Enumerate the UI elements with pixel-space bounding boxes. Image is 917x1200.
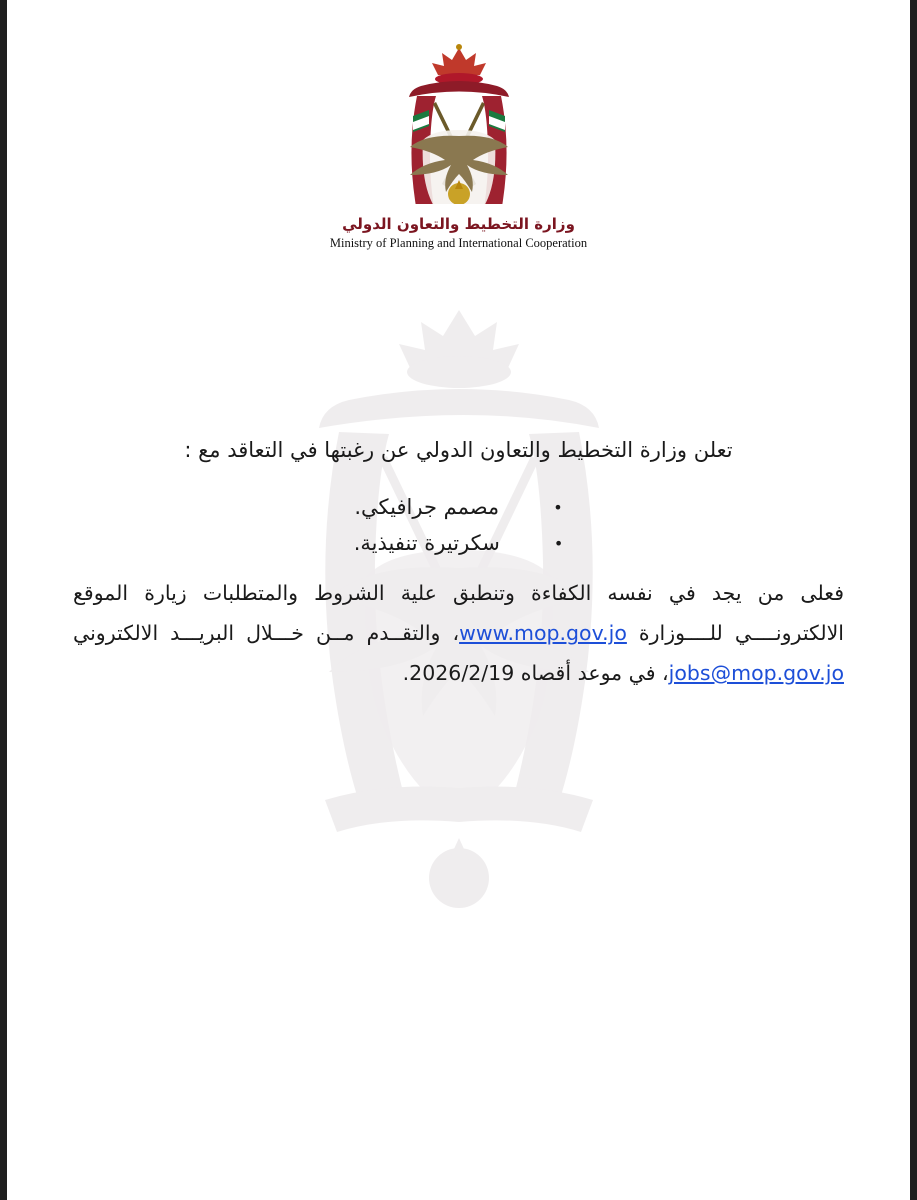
- roles-list: [73, 489, 844, 563]
- ministry-website-link[interactable]: www.mop.gov.jo: [459, 621, 627, 646]
- paragraph-end-period: .: [402, 661, 410, 686]
- document-header: [7, 0, 910, 251]
- ministry-name-english: Ministry of Planning and International Cooperation: [329, 236, 588, 250]
- instructions-text-part3: ، في موعد أقصاه: [514, 661, 669, 686]
- page-sheet: [7, 0, 910, 1200]
- jordan-coat-of-arms-icon: [389, 44, 529, 204]
- bullet-icon: •: [553, 534, 564, 554]
- instructions-text-part1: فعلى من يجد في نفسه الكفاءة وتنطبق علية الشروط والمتطلبات زيارة الموقع الالكترونــــي للــــوزارة: [73, 581, 844, 646]
- application-deadline: 2026/2/19: [409, 661, 515, 686]
- instructions-text-part2: ، والتقــدم مــن خـــلال البريـــد الالكتروني: [73, 621, 460, 646]
- role-label: سكرتيرة تنفيذية.: [353, 531, 500, 556]
- role-label: مصمم جرافيكي.: [354, 494, 500, 519]
- instructions-paragraph: [73, 574, 844, 694]
- bullet-icon: •: [553, 497, 563, 517]
- document-body: [7, 433, 910, 694]
- list-item: [73, 489, 844, 526]
- page-right-edge: [910, 0, 917, 1200]
- announcement-intro: تعلن وزارة التخطيط والتعاون الدولي عن رغبتها في التعاقد مع :: [184, 438, 733, 462]
- ministry-name-arabic: وزارة التخطيط والتعاون الدولي: [342, 215, 575, 233]
- jobs-email-link[interactable]: jobs@mop.gov.jo: [668, 661, 844, 686]
- list-item: [73, 525, 844, 562]
- page-left-edge: [0, 0, 7, 1200]
